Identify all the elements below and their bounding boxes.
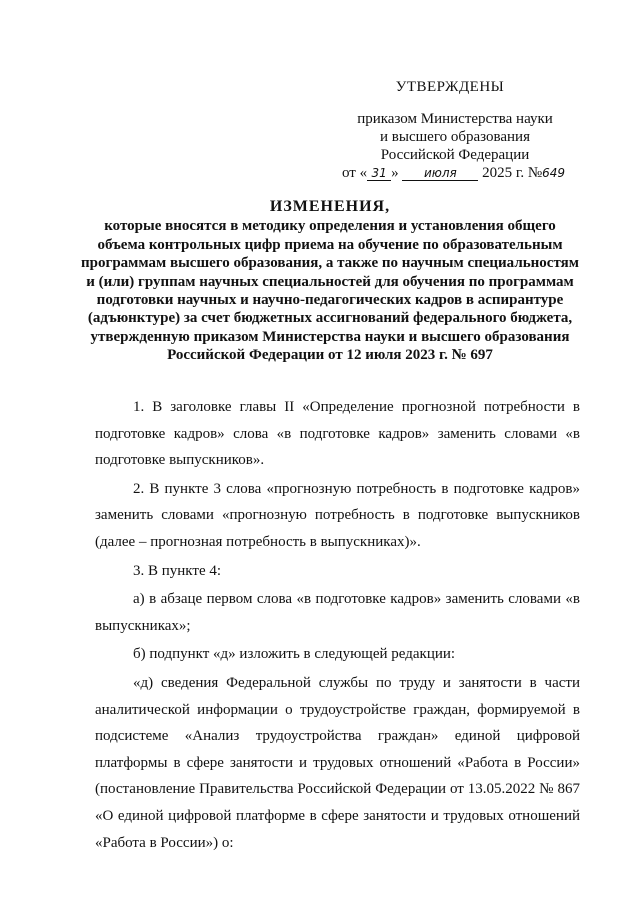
handwritten-order-number: 649 bbox=[542, 166, 566, 180]
document-title bbox=[80, 198, 580, 365]
paragraph: «д) сведения Федеральной службы по труду и занятости в части аналитической информации о трудоустройстве граждан, формируемой в подсистеме «Анализ трудоустройства граждан» единой цифровой платформы в сфере занятости и трудовых отношений «Работа в России» (постановление Правительства Российской Федерации от 13.05.2022 № 867 «О единой цифровой платформе в сфере занятости и трудовых отношений «Работа в России») о: bbox=[95, 674, 580, 851]
date-prefix: от « bbox=[342, 165, 368, 181]
approval-line: Российской Федерации bbox=[380, 147, 530, 163]
date-mid: » bbox=[391, 165, 403, 181]
approval-heading: УТВЕРЖДЕНЫ bbox=[395, 79, 505, 95]
paragraph: 1. В заголовке главы II «Определение прогнозной потребности в подготовке кадров» слова «в подготовке кадров» заменить словами «в подготовке выпускников». bbox=[95, 399, 580, 469]
date-suffix: 2025 г. № bbox=[478, 165, 543, 181]
approval-block bbox=[330, 78, 580, 182]
approval-line: и высшего образования bbox=[380, 129, 530, 145]
order-date-line bbox=[342, 164, 580, 182]
handwritten-day: 31 bbox=[367, 166, 391, 181]
title-subtitle: которые вносятся в методику определения и установления общего объема контрольных цифр приема на обучение по образовательным программам высшего образования, а также по научным специальностям и (или) группам научных специальностей для обучения по программам подготовки научных и научно-педагогических кадров в аспирантуре (адъюнктуре) за счет бюджетных ассигнований федерального бюджета, утвержденную приказом Министерства науки и высшего образования Российской Федерации от 12 июля 2023 г. № 697 bbox=[81, 218, 579, 364]
title-heading: ИЗМЕНЕНИЯ, bbox=[269, 198, 391, 215]
paragraph: б) подпункт «д» изложить в следующей редакции: bbox=[133, 646, 456, 663]
approval-line: приказом Министерства науки bbox=[357, 111, 553, 127]
handwritten-month: июля bbox=[402, 166, 478, 181]
paragraph: а) в абзаце первом слова «в подготовке кадров» заменить словами «в выпускниках»; bbox=[95, 591, 580, 634]
document-body bbox=[95, 394, 580, 856]
paragraph: 3. В пункте 4: bbox=[133, 562, 222, 579]
paragraph: 2. В пункте 3 слова «прогнозную потребность в подготовке кадров» заменить словами «прогнозную потребность в подготовке выпускников (далее – прогнозная потребность в выпускниках)». bbox=[95, 480, 580, 550]
